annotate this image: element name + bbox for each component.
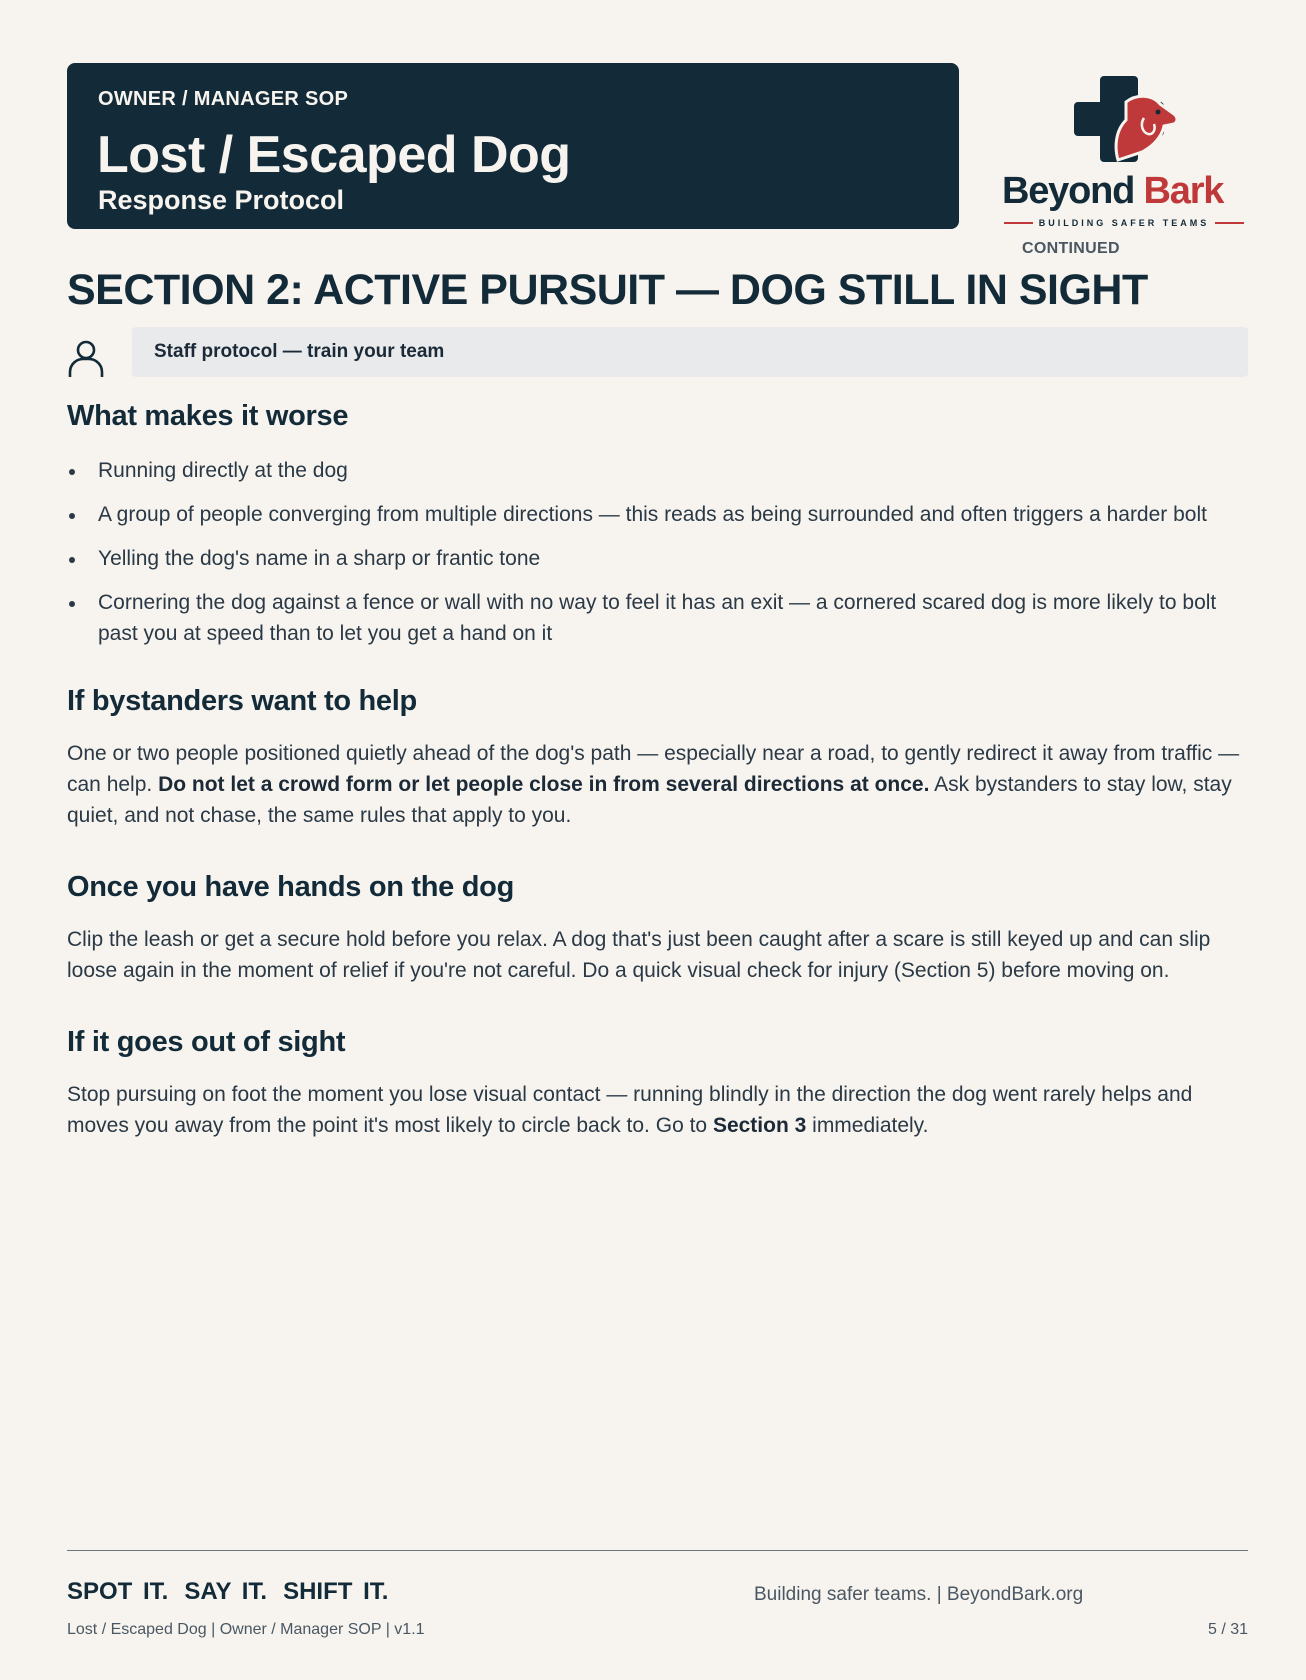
- continued-label: CONTINUED: [1022, 240, 1120, 257]
- footer-website: Building safer teams. | BeyondBark.org: [754, 1584, 1084, 1605]
- logo-tagline: BUILDING SAFER TEAMS: [1004, 216, 1244, 230]
- heading-out-of-sight: If it goes out of sight: [67, 1026, 346, 1058]
- header-kicker: OWNER / MANAGER SOP: [98, 88, 349, 110]
- person-icon: [67, 340, 105, 378]
- section-title: SECTION 2: ACTIVE PURSUIT — DOG STILL IN SIGHT: [67, 266, 1148, 314]
- hands-on-paragraph: Clip the leash or get a secure hold before you relax. A dog that's just been caught after a scare is still keyed up and can slip loose again in the moment of relief if you're not careful. Do a quick visual check for injury (Section 5) before moving on.: [67, 928, 1211, 982]
- beyond-bark-logo: [996, 70, 1256, 230]
- list-item: Running directly at the dog: [67, 455, 1248, 486]
- footer-slogan: SPOT IT. SAY IT. SHIFT IT.: [67, 1578, 389, 1605]
- footer-divider: [67, 1550, 1248, 1551]
- out-of-sight-paragraph: Stop pursuing on foot the moment you lose visual contact — running blindly in the direction the dog went rarely helps and moves you away from the point it's most likely to circle back to. Go to Section 3 immediately.: [67, 1083, 1193, 1137]
- bystanders-paragraph: One or two people positioned quietly ahead of the dog's path — especially near a road, to gently redirect it away from traffic — can help. Do not let a crowd form or let people close in from several directions at once. Ask bystanders to stay low, stay quiet, and not chase, the same rules that apply to you.: [67, 742, 1240, 827]
- worse-list: [67, 455, 1248, 649]
- list-item: A group of people converging from multiple directions — this reads as being surrounded and often triggers a harder bolt: [67, 499, 1248, 530]
- list-item: Cornering the dog against a fence or wall with no way to feel it has an exit — a cornered scared dog is more likely to bolt past you at speed than to let you get a hand on it: [67, 587, 1248, 649]
- cross-dog-logo-icon: [1070, 72, 1188, 172]
- page-subtitle: Response Protocol: [98, 185, 345, 215]
- staff-protocol-banner: [132, 327, 1248, 377]
- header-banner: [67, 63, 959, 229]
- list-item: Yelling the dog's name in a sharp or frantic tone: [67, 543, 1248, 574]
- heading-what-makes-it-worse: What makes it worse: [67, 400, 349, 432]
- heading-bystanders: If bystanders want to help: [67, 685, 417, 717]
- page-title: Lost / Escaped Dog: [97, 126, 571, 184]
- heading-hands-on: Once you have hands on the dog: [67, 871, 514, 903]
- main-content: [67, 400, 1248, 1141]
- staff-protocol-label: Staff protocol — train your team: [154, 341, 445, 362]
- footer-document-info: Lost / Escaped Dog | Owner / Manager SOP | v1.1: [67, 1621, 425, 1638]
- logo-wordmark: Beyond Bark: [1002, 170, 1224, 212]
- page-number: 5 / 31: [1207, 1621, 1248, 1638]
